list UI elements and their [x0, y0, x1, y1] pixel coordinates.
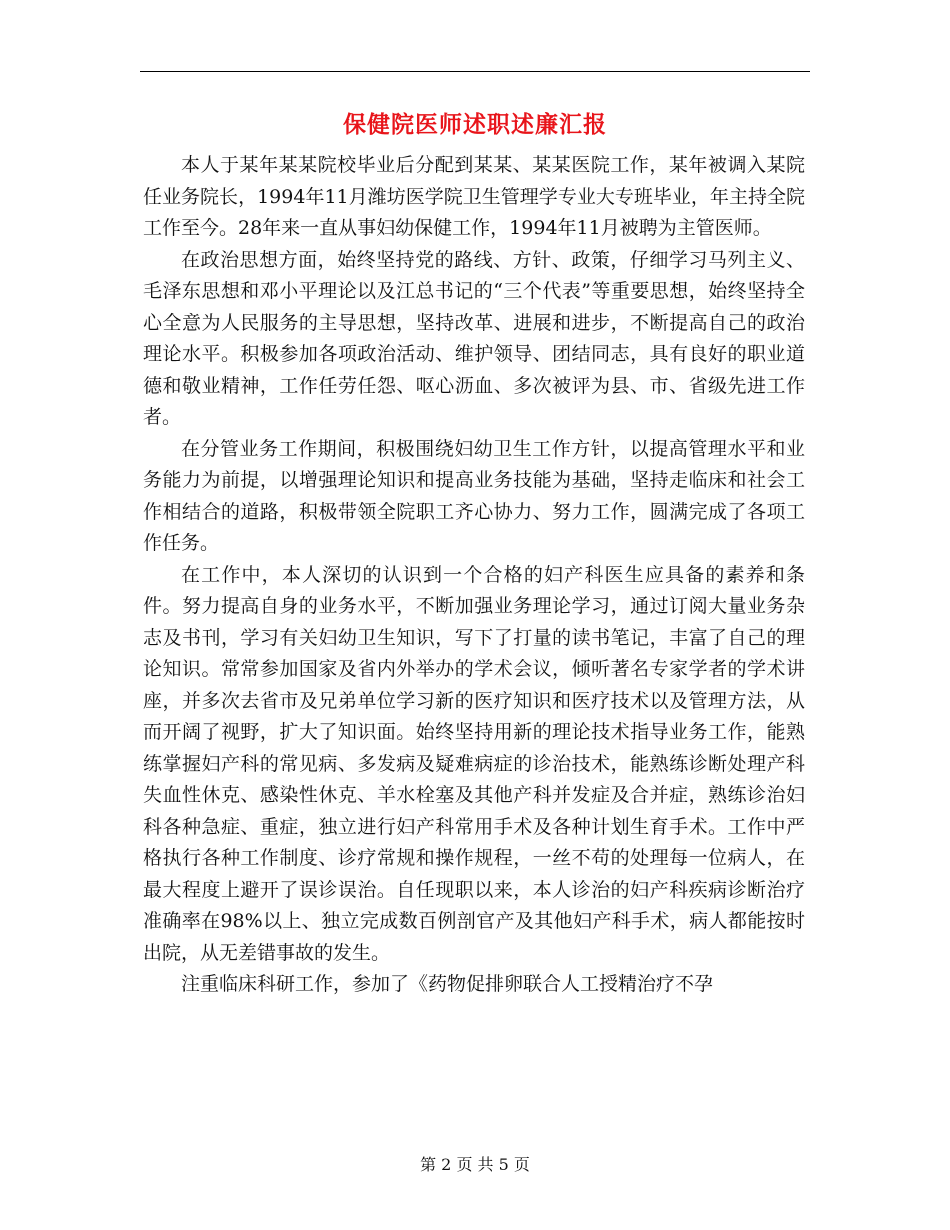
paragraph-research: 注重临床科研工作，参加了《药物促排卵联合人工授精治疗不孕 [181, 973, 714, 995]
document-body [143, 150, 805, 1001]
paragraph-political: 在政治思想方面，始终坚持党的路线、方针、政策，仔细学习马列主义、毛泽东思想和邓小平理论以及江总书记的“三个代表”等重要思想，始终坚持全心全意为人民服务的主导思想，坚持改革、进展和进步，不断提高自己的政治理论水平。积极参加各项政治活动、维护领导、团结同志，具有良好的职业道德和敬业精神，工作任劳任怨、呕心沥血、多次被评为县、市、省级先进工作者。 [143, 248, 805, 428]
document-title: 保健院医师述职述廉汇报 [343, 111, 607, 138]
paragraph-education: 本人于某年某某院校毕业后分配到某某、某某医院工作，某年被调入某院任业务院长，1994年11月潍坊医学院卫生管理学专业大专班毕业，年主持全院工作至今。28年来一直从事妇幼保健工作，1994年11月被聘为主管医师。 [143, 154, 805, 239]
paragraph-management: 在分管业务工作期间，积极围绕妇幼卫生工作方针，以提高管理水平和业务能力为前提，以增强理论知识和提高业务技能为基础，坚持走临床和社会工作相结合的道路，积极带领全院职工齐心协力、努力工作，圆满完成了各项工作任务。 [143, 437, 805, 554]
page-footer: 第 2 页 共 5 页 [420, 1155, 530, 1174]
paragraph-clinical-work: 在工作中，本人深切的认识到一个合格的妇产科医生应具备的素养和条件。努力提高自身的业务水平，不断加强业务理论学习，通过订阅大量业务杂志及书刊，学习有关妇幼卫生知识，写下了打量的读书笔记，丰富了自己的理论知识。常常参加国家及省内外举办的学术会议，倾听著名专家学者的学术讲座，并多次去省市及兄弟单位学习新的医疗知识和医疗技术以及管理方法，从而开阔了视野，扩大了知识面。始终坚持用新的理论技术指导业务工作，能熟练掌握妇产科的常见病、多发病及疑难病症的诊治技术，能熟练诊断处理产科失血性休克、感染性休克、羊水栓塞及其他产科并发症及合并症，熟练诊治妇科各种急症、重症，独立进行妇产科常用手术及各种计划生育手术。工作中严格执行各种工作制度、诊疗常规和操作规程，一丝不苟的处理每一位病人，在最大程度上避开了误诊误治。自任现职以来，本人诊治的妇产科疾病诊断治疗准确率在98%以上、独立完成数百例剖官产及其他妇产科手术，病人都能按时出院，从无差错事故的发生。 [143, 563, 805, 964]
header-rule [140, 71, 810, 72]
